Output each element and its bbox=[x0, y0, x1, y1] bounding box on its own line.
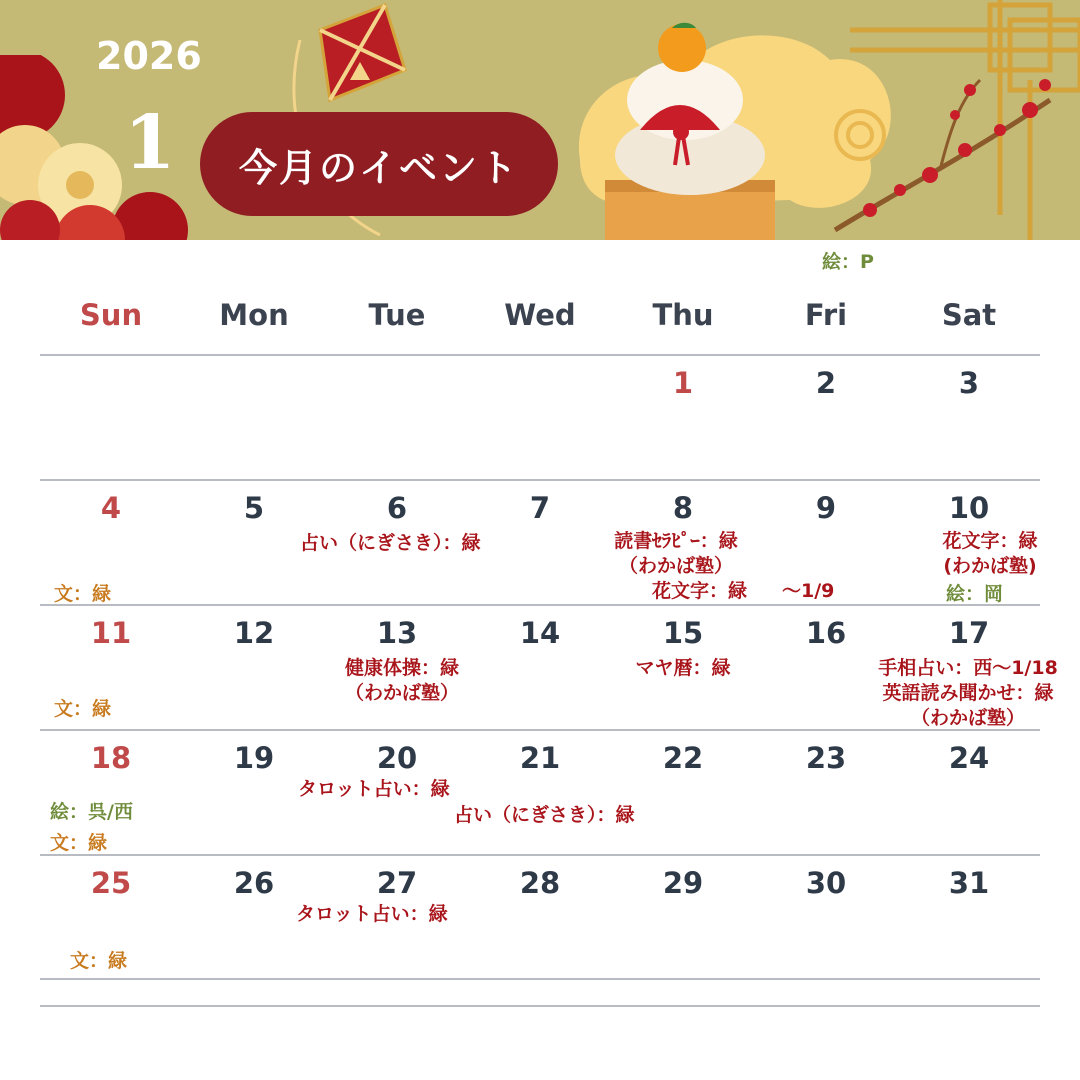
note-day4: 文：緑 bbox=[54, 583, 112, 605]
day-11[interactable]: 11 bbox=[90, 616, 132, 650]
event-day8-line3: 花文字：緑 bbox=[652, 580, 748, 602]
day-4[interactable]: 4 bbox=[100, 491, 122, 525]
weekday-fri: Fri bbox=[804, 298, 848, 332]
note-day11: 文：緑 bbox=[54, 698, 112, 720]
day-5[interactable]: 5 bbox=[243, 491, 265, 525]
day-9[interactable]: 9 bbox=[815, 491, 837, 525]
header-banner bbox=[0, 0, 1080, 240]
weekday-wed: Wed bbox=[504, 298, 576, 332]
day-18[interactable]: 18 bbox=[90, 741, 132, 775]
day-31[interactable]: 31 bbox=[948, 866, 990, 900]
weekday-thu: Thu bbox=[652, 298, 714, 332]
day-7[interactable]: 7 bbox=[529, 491, 551, 525]
kagami-mochi-icon bbox=[600, 20, 790, 240]
events-button-label: 今月のイベント bbox=[238, 145, 519, 190]
event-day20: タロット占い：緑 bbox=[298, 778, 450, 800]
event-day9: ～1/9 bbox=[782, 580, 835, 602]
day-26[interactable]: 26 bbox=[233, 866, 275, 900]
day-16[interactable]: 16 bbox=[805, 616, 847, 650]
event-day27: タロット占い：緑 bbox=[296, 903, 448, 925]
plum-blossom-icon bbox=[830, 60, 1070, 240]
event-day8-line2: （わかば塾） bbox=[618, 555, 733, 577]
event-day10-line2: (わかば塾) bbox=[943, 555, 1037, 577]
day-23[interactable]: 23 bbox=[805, 741, 847, 775]
weekday-mon: Mon bbox=[219, 298, 289, 332]
row-divider bbox=[40, 604, 1040, 606]
day-28[interactable]: 28 bbox=[519, 866, 561, 900]
day-15[interactable]: 15 bbox=[662, 616, 704, 650]
day-17[interactable]: 17 bbox=[948, 616, 990, 650]
event-day17-line2: 英語読み聞かせ：緑 bbox=[882, 682, 1054, 704]
weekday-tue: Tue bbox=[368, 298, 426, 332]
event-day15: マヤ暦：緑 bbox=[635, 657, 731, 679]
day-24[interactable]: 24 bbox=[948, 741, 990, 775]
day-13[interactable]: 13 bbox=[376, 616, 418, 650]
day-3[interactable]: 3 bbox=[958, 366, 980, 400]
day-22[interactable]: 22 bbox=[662, 741, 704, 775]
day-19[interactable]: 19 bbox=[233, 741, 275, 775]
weekday-sun: Sun bbox=[79, 298, 143, 332]
note-day18-bun: 文：緑 bbox=[50, 832, 108, 854]
day-1[interactable]: 1 bbox=[672, 366, 694, 400]
year-label: 2026 bbox=[96, 34, 202, 78]
note-day18-e: 絵：呉/西 bbox=[50, 801, 133, 823]
day-14[interactable]: 14 bbox=[519, 616, 561, 650]
day-2[interactable]: 2 bbox=[815, 366, 837, 400]
day-25[interactable]: 25 bbox=[90, 866, 132, 900]
day-6[interactable]: 6 bbox=[386, 491, 408, 525]
weekday-sat: Sat bbox=[941, 298, 997, 332]
row-divider bbox=[40, 1005, 1040, 1007]
illustration-credit: 絵：P bbox=[822, 251, 874, 273]
day-10[interactable]: 10 bbox=[948, 491, 990, 525]
event-day8-line1: 読書ｾﾗﾋﾟｰ：緑 bbox=[614, 530, 738, 552]
event-day17-line1: 手相占い：西～1/18 bbox=[878, 657, 1058, 679]
event-day6: 占い（にぎさき）：緑 bbox=[300, 532, 481, 554]
day-12[interactable]: 12 bbox=[233, 616, 275, 650]
day-20[interactable]: 20 bbox=[376, 741, 418, 775]
row-divider bbox=[40, 854, 1040, 856]
row-divider bbox=[40, 479, 1040, 481]
row-divider bbox=[40, 978, 1040, 980]
day-8[interactable]: 8 bbox=[672, 491, 694, 525]
event-day21: 占い（にぎさき）：緑 bbox=[454, 804, 635, 826]
day-21[interactable]: 21 bbox=[519, 741, 561, 775]
event-day13-line1: 健康体操：緑 bbox=[344, 657, 459, 679]
event-day10-line1: 花文字：緑 bbox=[942, 530, 1038, 552]
event-day13-line2: （わかば塾） bbox=[344, 682, 459, 704]
day-30[interactable]: 30 bbox=[805, 866, 847, 900]
note-day25: 文：緑 bbox=[70, 950, 128, 972]
day-29[interactable]: 29 bbox=[662, 866, 704, 900]
events-button[interactable] bbox=[200, 112, 558, 216]
note-day10: 絵：岡 bbox=[946, 583, 1004, 605]
day-27[interactable]: 27 bbox=[376, 866, 418, 900]
month-label: 1 bbox=[124, 100, 176, 186]
event-day17-line3: （わかば塾） bbox=[910, 707, 1025, 729]
row-divider bbox=[40, 354, 1040, 356]
